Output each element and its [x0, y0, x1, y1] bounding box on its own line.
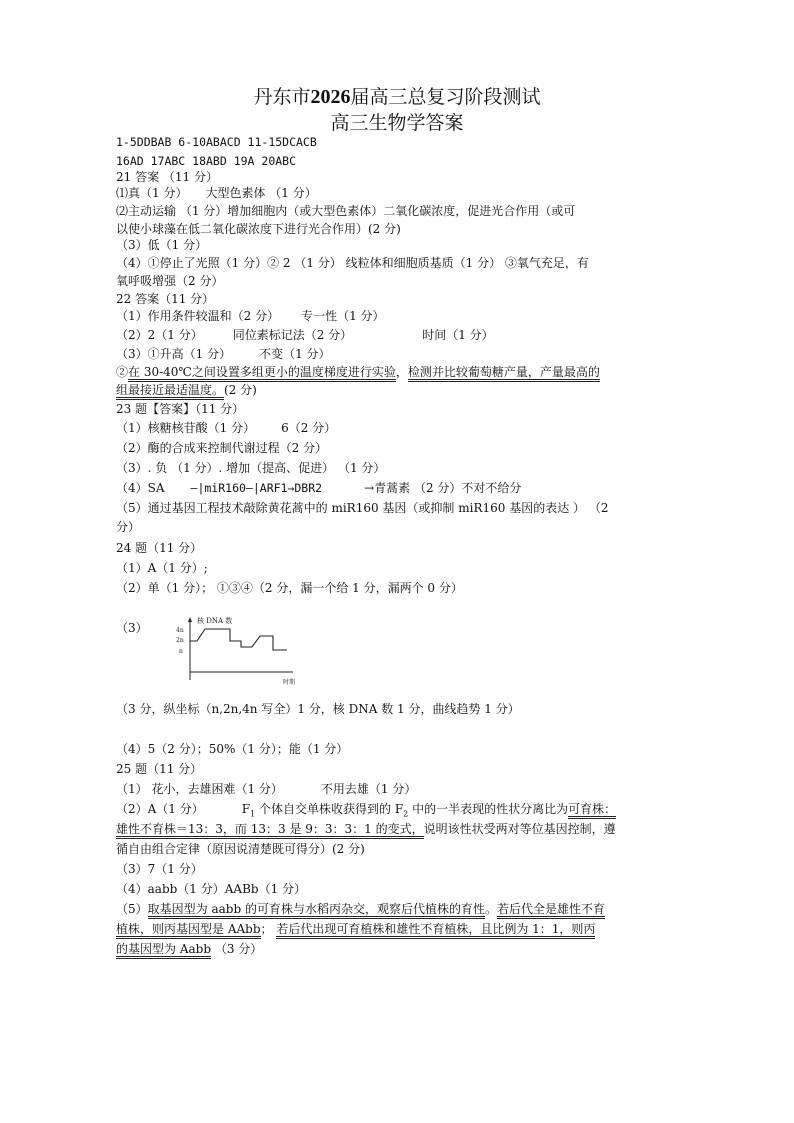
q21-part1: ⑴真（1 分） 大型色素体 （1 分） — [116, 186, 317, 200]
graph-tick-n: n — [179, 648, 183, 655]
q23-heading: 23 题【答案】（11 分） — [116, 402, 245, 416]
q25-part1: （1） 花小，去雄困难（1 分） 不用去雄（1 分） — [116, 782, 417, 796]
q25-part5-line2: 植株，则丙基因型是 AAbb； 若后代出现可育植株和雄性不育植株，且比例为 1：1，则丙 — [116, 922, 595, 936]
q25-part2-line1: （2）A（1 分） $F_1$ 个体自交单株收获得到的 $F_2$ 中的一半表现的性状分离比为可育株： — [116, 802, 617, 819]
page-subtitle: 高三生物学答案 — [330, 112, 464, 134]
q24-part2: （2）单（1 分）； ①③④（2 分，漏一个给 1 分，漏两个 0 分） — [116, 581, 463, 595]
underlined-answer: 可育株： — [568, 802, 616, 819]
underlined-answer: 雄性不育株＝13：3，而 13：3 是 9：3：3：1 的变式， — [116, 822, 424, 839]
q24-part3-label: （3） — [116, 621, 148, 635]
q21-part3: （3）低（1 分） — [116, 238, 208, 252]
underlined-answer: 组最接近最适温度。 — [116, 383, 224, 400]
q23-part5-line2: 分） — [116, 520, 141, 534]
q24-part4: （4）5（2 分）；50%（1 分）；能（1 分） — [116, 742, 349, 756]
graph-y-arrow — [188, 617, 192, 622]
q22-part3: （3）①升高（1 分） 不变（1 分） — [116, 347, 331, 361]
q24-part3-note: （3 分，纵坐标（n,2n,4n 写全）1 分，核 DNA 数 1 分，曲线趋势 1 分） — [116, 702, 520, 716]
q23-part4: （4）SA —|miR160—|ARF1→DBR2 →青蒿素 （2 分）不对不给分 — [116, 481, 522, 495]
q25-part2-line2: 雄性不育株＝13：3，而 13：3 是 9：3：3：1 的变式，说明该性状受两对等位基因控制，遵 — [116, 822, 616, 836]
q25-part5-line1: （5）取基因型为 aabb 的可育株与水稻丙杂交，观察后代植株的育性。若后代全是雄性不育 — [116, 902, 605, 916]
dna-content-graph — [175, 614, 305, 686]
graph-tick-2n: 2n — [176, 637, 184, 644]
q23-part2: （2）酶的合成来控制代谢过程（2 分） — [116, 441, 328, 455]
q22-part1: （1）作用条件较温和（2 分） 专一性（1 分） — [116, 309, 385, 323]
underlined-answer: 的基因型为 Aabb — [116, 942, 211, 959]
mc-answers-line2: 16AD 17ABC 18ABD 19A 20ABC — [116, 154, 297, 168]
q22-part3-line2: ②在 30-40℃之间设置多组更小的温度梯度进行实验，检测并比较葡萄糖产量，产量最高的 — [116, 365, 600, 379]
q24-heading: 24 题（11 分） — [116, 541, 203, 555]
dna-curve — [190, 629, 287, 650]
q24-part1: （1）A（1 分）; — [116, 561, 208, 575]
q23-part5-line1: （5）通过基因工程技术敲除黄花蒿中的 miR160 基因（或抑制 miR160 基因的表达 ） （2 — [116, 501, 609, 515]
mc-answers-line1: 1-5DDBAB 6-10ABACD 11-15DCACB — [116, 135, 317, 149]
graph-x-label: 时期 — [283, 679, 296, 686]
graph-tick-4n: 4n — [176, 627, 184, 634]
underlined-answer: 在 30-40℃之间设置多组更小的温度梯度进行实验 — [128, 365, 396, 382]
q22-part2: （2）2（1 分） 同位素标记法（2 分） 时间（1 分） — [116, 328, 494, 342]
underlined-answer: 植株，则丙基因型是 AAbb — [116, 922, 261, 939]
q23-part1: （1）核糖核苷酸（1 分） 6（2 分） — [116, 421, 337, 435]
q25-part3: （3）7（1 分） — [116, 862, 203, 876]
underlined-answer: 若后代出现可育植株和雄性不育植株，且比例为 1：1，则丙 — [276, 922, 595, 939]
q25-part2-line3: 循自由组合定律（原因说清楚既可得分）(2 分) — [116, 842, 365, 856]
q21-heading: 21 答案 （11 分） — [116, 170, 218, 184]
q21-part4-line2: 氧呼吸增强（2 分） — [116, 274, 224, 288]
underlined-answer: 若后代全是雄性不育 — [497, 902, 605, 919]
q25-part5-line3: 的基因型为 Aabb （3 分） — [116, 942, 262, 956]
q21-part4-line1: （4）①停止了光照（1 分）② 2 （1 分） 线粒体和细胞质基质（1 分） ③氧气充足，有 — [116, 256, 589, 270]
q25-heading: 25 题（11 分） — [116, 762, 203, 776]
page-title: 丹东市2026届高三总复习阶段测试 — [253, 86, 541, 108]
title-year: 2026 — [310, 86, 351, 108]
q25-part4: （4）aabb（1 分）AABb（1 分） — [116, 882, 307, 896]
q21-part2-line2: 以使小球藻在低二氧化碳浓度下进行光合作用）(2 分) — [116, 222, 401, 236]
q23-part3: （3）. 负 （1 分）. 增加（提高、促进） （1 分） — [116, 461, 386, 475]
q21-part2-line1: ⑵主动运输 （1 分）增加细胞内（或大型色素体）二氧化碳浓度，促进光合作用（或可 — [116, 204, 576, 218]
q22-part3-line3: 组最接近最适温度。(2 分) — [116, 383, 257, 397]
graph-y-label: 核 DNA 数 — [197, 617, 233, 625]
underlined-answer: 取基因型为 aabb 的可育株与水稻丙杂交，观察后代植株的育性 — [148, 902, 485, 919]
underlined-answer: 检测并比较葡萄糖产量，产量最高的 — [408, 365, 600, 382]
q22-heading: 22 答案（11 分） — [116, 292, 215, 306]
